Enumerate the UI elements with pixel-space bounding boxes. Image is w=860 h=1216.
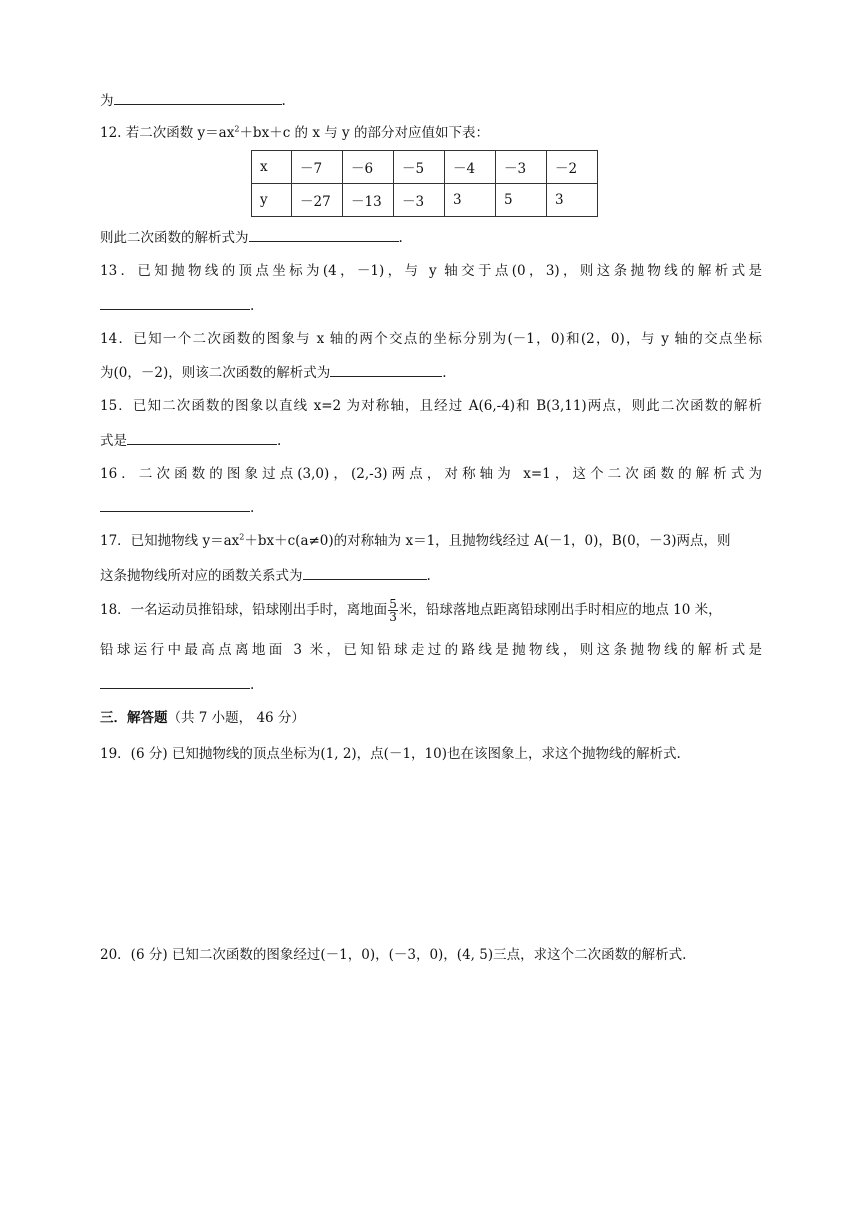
q18-period: . [250, 677, 255, 693]
table-cell: －27 [292, 184, 343, 217]
q17-period: . [426, 568, 431, 584]
q16-answer-line [100, 497, 254, 518]
table-row-y [252, 184, 598, 217]
q15-blank[interactable] [127, 430, 277, 445]
table-cell: －5 [394, 151, 445, 184]
q12-question [100, 123, 489, 143]
q18-question-line1 [100, 598, 722, 623]
q18-text-before: 18．一名运动员推铅球，铅球刚出手时，离地面 [100, 602, 388, 618]
q18-blank[interactable] [100, 674, 250, 689]
q17-blank[interactable] [303, 565, 427, 580]
q17-question-line1 [100, 531, 731, 551]
section-info: （共 7 小题， 46 分） [167, 710, 305, 726]
q12-value-table [251, 150, 598, 217]
q13-period: . [250, 298, 255, 314]
q14-period: . [442, 365, 447, 381]
q12-period: . [398, 230, 403, 246]
q16-blank[interactable] [100, 497, 250, 512]
q12-answer-line [100, 227, 403, 248]
q11-period: . [281, 93, 286, 109]
q17-question-line2 [100, 565, 431, 586]
table-header-y: y [252, 184, 292, 217]
table-cell: －6 [343, 151, 394, 184]
q14-blank[interactable] [330, 362, 442, 377]
table-cell: －7 [292, 151, 343, 184]
q15-period: . [277, 433, 282, 449]
q17-superscript: 2 [239, 532, 245, 542]
table-header-x: x [252, 151, 292, 184]
table-cell: －2 [547, 151, 598, 184]
fraction-numerator: 5 [389, 597, 397, 611]
q13-blank[interactable] [100, 295, 250, 310]
section-3-heading [100, 708, 305, 728]
q12-answer-prompt: 则此二次函数的解析式为 [100, 230, 249, 246]
q14-question-line1: 14．已知一个二次函数的图象与 x 轴的两个交点的坐标分别为(－1，0)和(2，0)，与 y 轴的交点坐标 [100, 331, 762, 347]
q14-question-line2 [100, 362, 447, 383]
table-cell: 5 [496, 184, 547, 217]
q12-text-after: ＋bx＋c 的 x 与 y 的部分对应值如下表： [239, 125, 489, 141]
q11-answer-line [100, 90, 286, 111]
q17-text-after: ＋bx＋c(a≠0)的对称轴为 x＝1，且抛物线经过 A(－1，0)，B(0，－3)两点，则 [244, 533, 731, 549]
q18-question-line2: 铅球运行中最高点离地面 3 米，已知铅球走过的路线是抛物线，则这条抛物线的解析式是 [100, 642, 762, 658]
q12-blank[interactable] [249, 227, 399, 242]
q12-superscript: 2 [234, 124, 240, 134]
q14-answer-prompt: 为(0，－2)，则该二次函数的解析式为 [100, 365, 331, 381]
q18-text-after: 米，铅球落地点距离铅球刚出手时相应的地点 10 米， [398, 602, 722, 618]
q15-question-line2 [100, 430, 281, 451]
q16-question: 16．二次函数的图象过点(3,0)，(2,-3)两点，对称轴为 x=1，这个二次函数的解析式为 [100, 466, 762, 482]
q20-question: 20．(6 分) 已知二次函数的图象经过(－1，0)，(－3，0)，(4, 5)三点，求这个二次函数的解析式. [100, 947, 687, 963]
table-cell: 3 [547, 184, 598, 217]
q13-question: 13．已知抛物线的顶点坐标为(4，－1)，与 y 轴交于点(0，3)，则这条抛物线的解析式是 [100, 263, 762, 279]
table-cell: －3 [394, 184, 445, 217]
table-cell: －3 [496, 151, 547, 184]
q19-question: 19．(6 分) 已知抛物线的顶点坐标为(1, 2)，点(－1，10)也在该图象上，求这个抛物线的解析式. [100, 746, 681, 762]
q16-period: . [250, 500, 255, 516]
q12-text-before: 12. 若二次函数 y＝ax [100, 125, 235, 141]
q11-prefix: 为 [100, 93, 114, 109]
q18-answer-line [100, 674, 254, 695]
q11-blank[interactable] [114, 90, 282, 105]
fraction-denominator: 3 [389, 610, 397, 624]
table-row-x [252, 151, 598, 184]
table-cell: 3 [445, 184, 496, 217]
q13-answer-line [100, 295, 254, 316]
q18-fraction [388, 598, 398, 623]
section-title: 三．解答题 [100, 710, 168, 726]
q17-answer-prompt: 这条抛物线所对应的函数关系式为 [100, 568, 303, 584]
q17-text-before: 17．已知抛物线 y＝ax [100, 533, 240, 549]
table-cell: －4 [445, 151, 496, 184]
q15-answer-prompt: 式是 [100, 433, 127, 449]
table-cell: －13 [343, 184, 394, 217]
q15-question-line1: 15．已知二次函数的图象以直线 x=2 为对称轴，且经过 A(6,-4)和 B(3,11)两点，则此二次函数的解析 [100, 398, 762, 414]
